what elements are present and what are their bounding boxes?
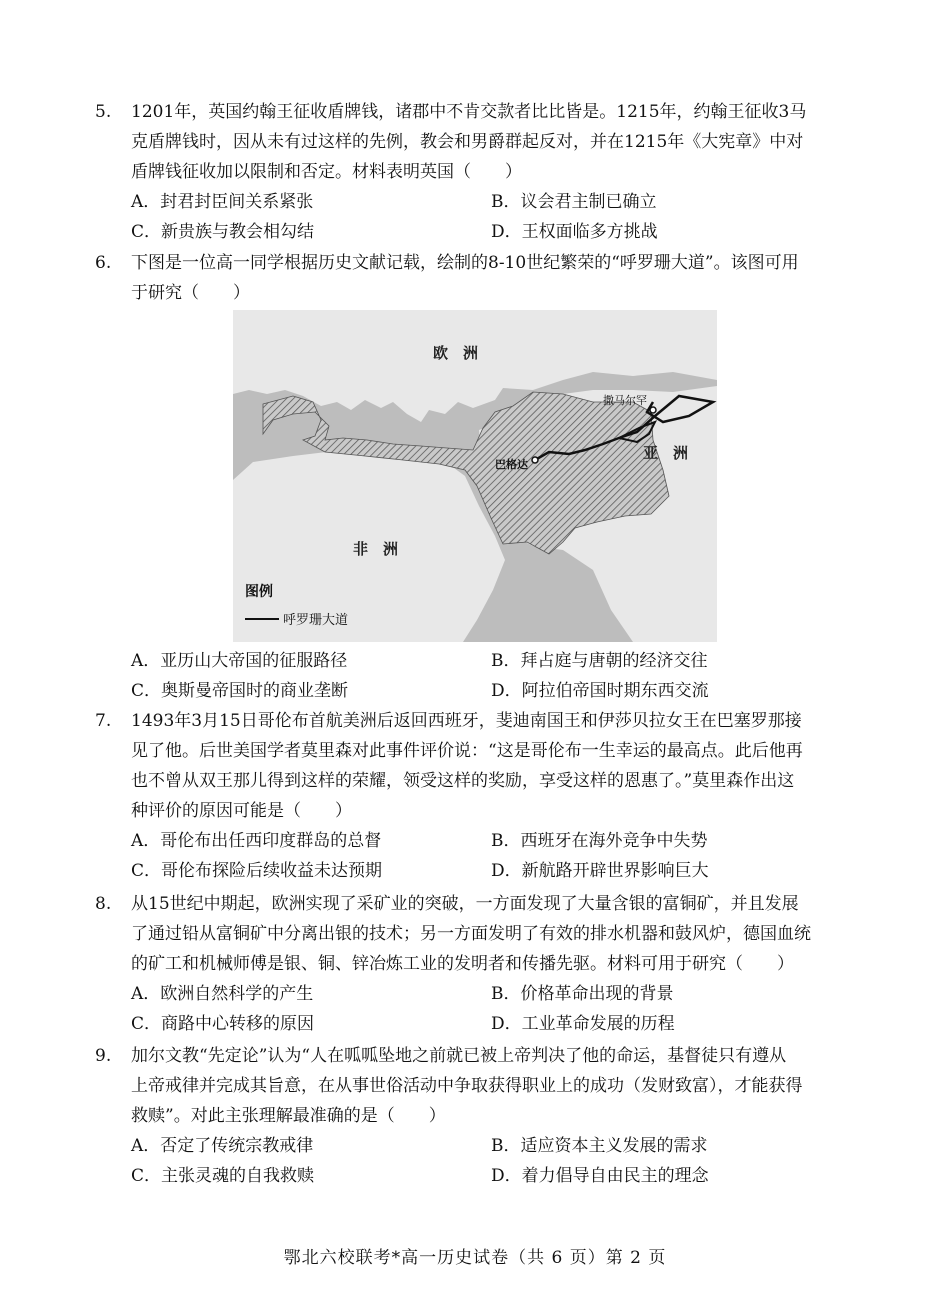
stem-line: 1201年，英国约翰王征收盾牌钱，诸郡中不肯交款者比比皆是。1215年，约翰王征收3马 — [131, 102, 807, 122]
option-b[interactable]: B．拜占庭与唐朝的经济交往 — [491, 651, 708, 671]
option-d[interactable]: D．新航路开辟世界影响巨大 — [491, 861, 709, 881]
question-9 — [95, 1041, 865, 1191]
options — [131, 826, 865, 886]
stem-line: 上帝戒律并完成其旨意，在从事世俗活动中争取获得职业上的成功（发财致富），才能获得 — [131, 1076, 803, 1096]
stem-line: 了通过铅从富铜矿中分离出银的技术；另一方面发明了有效的排水机器和鼓风炉，德国血统 — [131, 924, 811, 944]
legend-title: 图例 — [245, 584, 273, 600]
option-a[interactable]: A．欧洲自然科学的产生 — [131, 984, 314, 1004]
option-c[interactable]: C．奥斯曼帝国时的商业垄断 — [131, 681, 349, 701]
stem-line: 也不曾从双王那儿得到这样的荣耀，领受这样的奖励，享受这样的恩惠了。”莫里森作出这 — [131, 771, 795, 791]
option-b[interactable]: B．适应资本主义发展的需求 — [491, 1136, 708, 1156]
stem-line: 从15世纪中期起，欧洲实现了采矿业的突破，一方面发现了大量含银的富铜矿，并且发展 — [131, 894, 799, 914]
question-stem — [131, 1041, 865, 1131]
options — [131, 646, 865, 706]
stem-line: 盾牌钱征收加以限制和否定。材料表明英国（ ） — [131, 162, 522, 182]
question-6-options — [95, 646, 865, 706]
option-c[interactable]: C．商路中心转移的原因 — [131, 1014, 315, 1034]
label-europe: 欧 洲 — [433, 344, 479, 362]
label-baghdad: 巴格达 — [495, 458, 528, 471]
option-d[interactable]: D．工业革命发展的历程 — [491, 1014, 675, 1034]
stem-line: 种评价的原因可能是（ ） — [131, 801, 352, 821]
option-a[interactable]: A．哥伦布出任西印度群岛的总督 — [131, 831, 382, 851]
stem-line: 救赎”。对此主张理解最准确的是（ ） — [131, 1106, 446, 1126]
stem-line: 加尔文教“先定论”认为“人在呱呱坠地之前就已被上帝判决了他的命运，基督徒只有遵从 — [131, 1046, 787, 1066]
question-8 — [95, 889, 865, 1039]
option-d[interactable]: D．王权面临多方挑战 — [491, 222, 658, 242]
question-number: 9. — [95, 1046, 112, 1066]
options — [131, 187, 865, 247]
question-number: 5. — [95, 102, 112, 122]
option-a[interactable]: A．封君封臣间关系紧张 — [131, 192, 314, 212]
question-6 — [95, 248, 865, 308]
stem-line: 克盾牌钱时，因从未有过这样的先例，教会和男爵群起反对，并在1215年《大宪章》中对 — [131, 132, 804, 152]
question-stem — [131, 889, 865, 979]
stem-line: 于研究（ ） — [131, 283, 250, 303]
label-africa: 非 洲 — [353, 540, 399, 558]
samarkand-marker — [650, 407, 656, 413]
label-samarkand: 撒马尔罕 — [603, 394, 647, 407]
option-a[interactable]: A．否定了传统宗教戒律 — [131, 1136, 314, 1156]
option-c[interactable]: C．哥伦布探险后续收益未达预期 — [131, 861, 383, 881]
option-b[interactable]: B．议会君主制已确立 — [491, 192, 657, 212]
stem-line: 见了他。后世美国学者莫里森对此事件评价说：“这是哥伦布一生幸运的最高点。此后他再 — [131, 741, 803, 761]
question-number: 6. — [95, 253, 112, 273]
options — [131, 979, 865, 1039]
option-b[interactable]: B．价格革命出现的背景 — [491, 984, 674, 1004]
question-number: 7. — [95, 711, 112, 731]
baghdad-marker — [532, 457, 538, 463]
question-stem — [131, 248, 865, 308]
stem-line: 下图是一位高一同学根据历史文献记载，绘制的8-10世纪繁荣的“呼罗珊大道”。该图可用 — [131, 253, 799, 273]
option-a[interactable]: A．亚历山大帝国的征服路径 — [131, 651, 348, 671]
option-d[interactable]: D．阿拉伯帝国时期东西交流 — [491, 681, 709, 701]
stem-line: 1493年3月15日哥伦布首航美洲后返回西班牙，斐迪南国王和伊莎贝拉女王在巴塞罗那接 — [131, 711, 802, 731]
legend-route-label: 呼罗珊大道 — [283, 613, 349, 628]
question-stem — [131, 97, 865, 187]
khorasan-road-map — [233, 310, 717, 642]
question-7 — [95, 706, 865, 886]
stem-line: 的矿工和机械师傅是银、铜、锌冶炼工业的发明者和传播先驱。材料可用于研究（ ） — [131, 954, 794, 974]
option-c[interactable]: C．主张灵魂的自我救赎 — [131, 1166, 315, 1186]
option-c[interactable]: C．新贵族与教会相勾结 — [131, 222, 315, 242]
question-number: 8. — [95, 894, 112, 914]
label-asia: 亚 洲 — [643, 444, 689, 462]
option-d[interactable]: D．着力倡导自由民主的理念 — [491, 1166, 709, 1186]
question-stem — [131, 706, 865, 826]
question-5 — [95, 97, 865, 247]
page-footer: 鄂北六校联考*高一历史试卷（共 6 页）第 2 页 — [283, 1248, 667, 1268]
option-b[interactable]: B．西班牙在海外竞争中失势 — [491, 831, 708, 851]
options — [131, 1131, 865, 1191]
